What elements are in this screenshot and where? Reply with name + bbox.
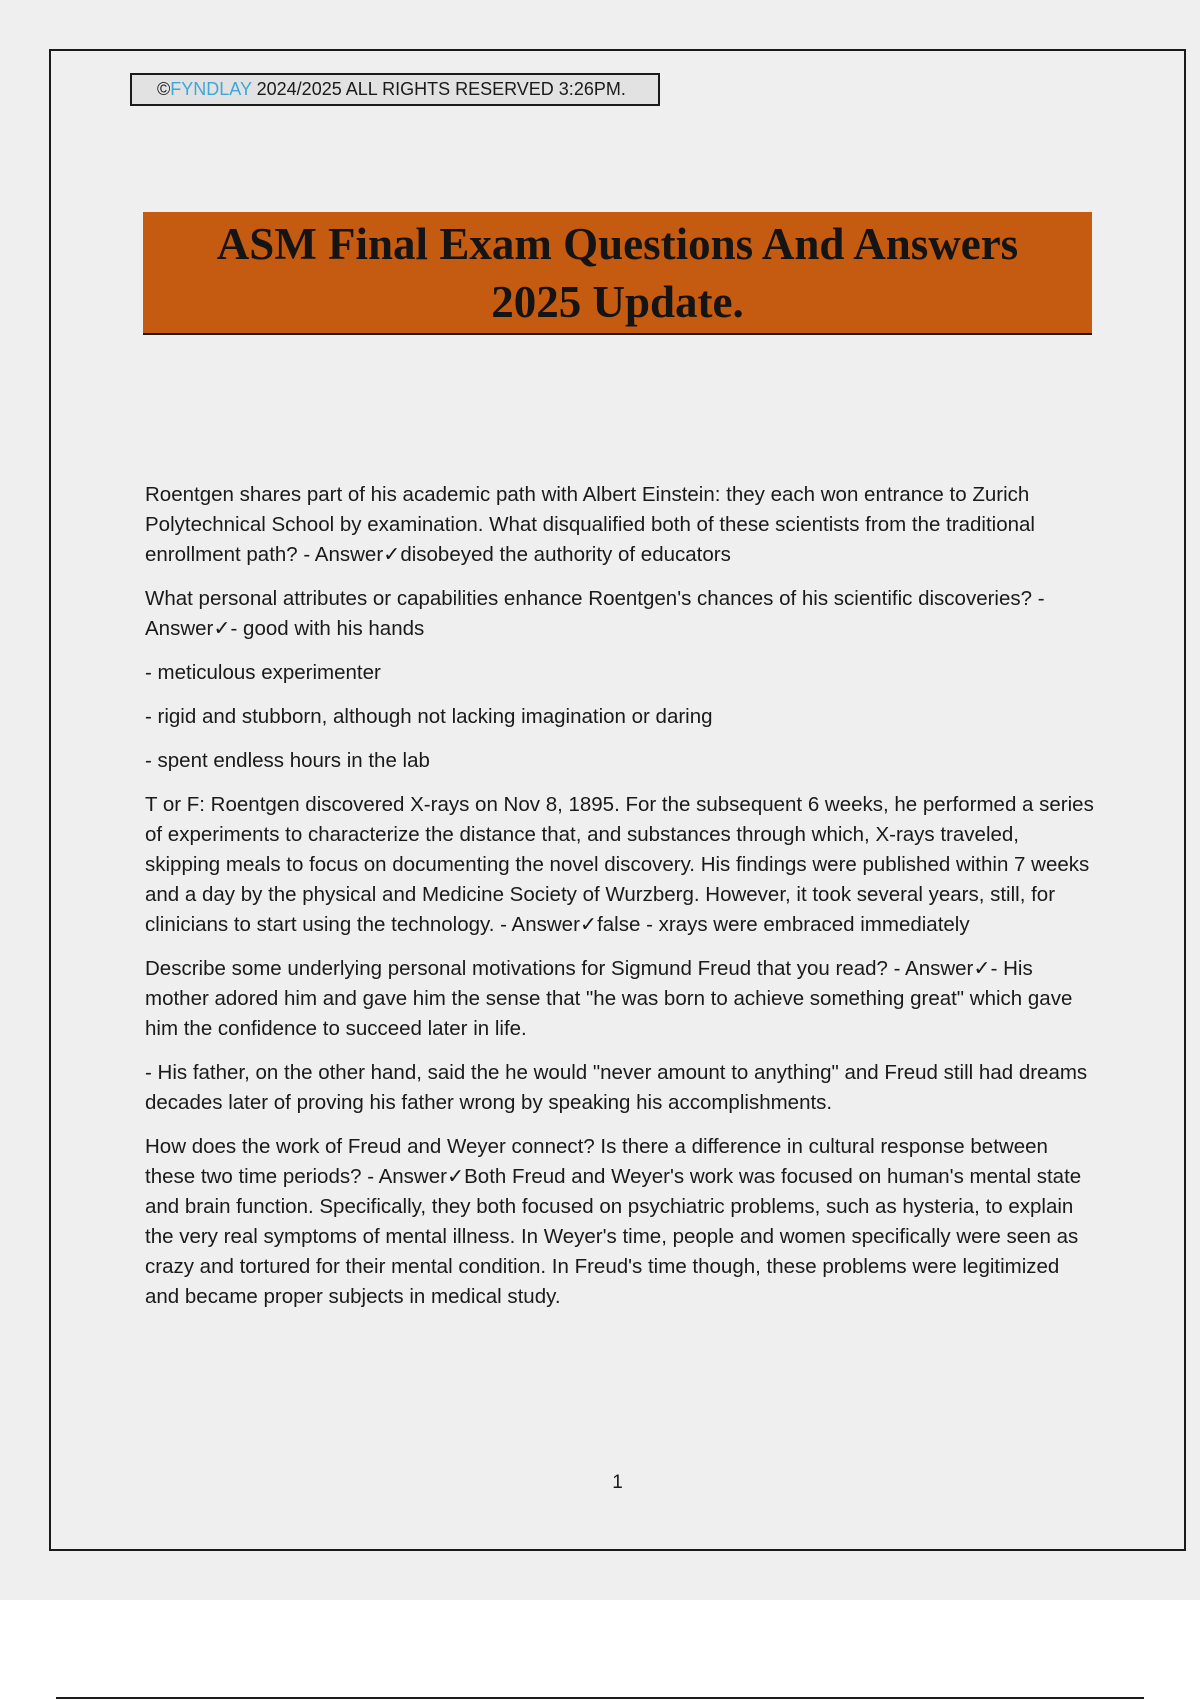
document-body (145, 480, 1095, 1326)
answer-bullet-rigid: - rigid and stubborn, although not lacking imagination or daring (145, 705, 713, 728)
question-freud-motivations: Describe some underlying personal motivations for Sigmund Freud that you read? - Answer✓- His mother adored him and gave him the sense that "he was born to achieve something great" which gave him the confidence to succeed later in life. (145, 957, 1073, 1040)
answer-bullet-freud-father: - His father, on the other hand, said the he would "never amount to anything" and Freud still had dreams decades later of proving his father wrong by speaking his accomplishments. (145, 1061, 1088, 1114)
copyright-text: 2024/2025 ALL RIGHTS RESERVED 3:26PM. (251, 79, 626, 99)
document-title-line-1: ASM Final Exam Questions And Answers (216, 218, 1019, 269)
copyright-symbol: © (157, 79, 171, 99)
question-roentgen-attributes: What personal attributes or capabilities enhance Roentgen's chances of his scientific discoveries? - Answer✓- good with his hands (145, 587, 1045, 640)
next-page-top-border (56, 1697, 1144, 1699)
brand-name: FYNDLAY (170, 79, 252, 99)
question-roentgen-einstein: Roentgen shares part of his academic path with Albert Einstein: they each won entrance to Zurich Polytechnical School by examination. What disqualified both of these scientists from the traditional enrollment path? - Answer✓disobeyed the authority of educators (145, 483, 1035, 566)
answer-bullet-meticulous: - meticulous experimenter (145, 661, 381, 684)
document-title-line-2: 2025 Update. (491, 276, 744, 327)
title-banner (143, 212, 1092, 335)
page-number: 1 (612, 1472, 623, 1493)
answer-bullet-lab-hours: - spent endless hours in the lab (145, 749, 430, 772)
question-freud-weyer: How does the work of Freud and Weyer connect? Is there a difference in cultural response between these two time periods? - Answer✓Both Freud and Weyer's work was focused on human's mental state and brain function. Specifically, they both focused on psychiatric problems, such as hysteria, to explain the very real symptoms of mental illness. In Weyer's time, people and women specifically were seen as crazy and tortured for their mental condition. In Freud's time though, these problems were legitimized and became proper subjects in medical study. (145, 1135, 1082, 1308)
copyright-notice (130, 73, 660, 106)
question-xrays-true-false: T or F: Roentgen discovered X-rays on Nov 8, 1895. For the subsequent 6 weeks, he performed a series of experiments to characterize the distance that, and substances through which, X-rays traveled, skipping meals to focus on documenting the novel discovery. His findings were published within 7 weeks and a day by the physical and Medicine Society of Wurzberg. However, it took several years, still, for clinicians to start using the technology. - Answer✓false - xrays were embraced immediately (145, 793, 1094, 936)
